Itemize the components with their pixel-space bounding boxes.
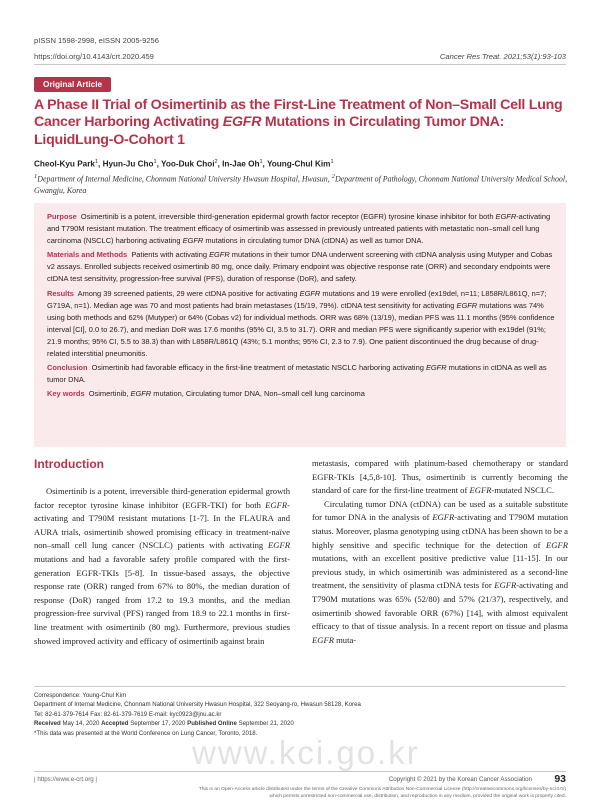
issn-line: pISSN 1598-2998, eISSN 2005-9256	[34, 36, 159, 45]
footnote-divider	[34, 686, 566, 687]
footer-divider	[34, 771, 566, 772]
body-column-right	[312, 457, 568, 647]
author: Cheol-Kyu Park	[34, 159, 95, 169]
abstract-methods: Materials and Methods Patients with activating EGFR mutations in their tumor DNA underwent screening with ctDNA analysis using Mutyper and Cobas v2 assays. Enrolled subjects received osimertinib 80 mg, once daily. Primary endpoint was objective response rate (ORR) and secondary endpoints were ctDNA test sensitivity, progression-free survival (PFS), duration of response (DoR), and safety.	[47, 250, 553, 284]
section-heading-introduction: Introduction	[34, 457, 104, 471]
doi-link[interactable]: https://doi.org/10.4143/crt.2020.459	[34, 52, 154, 61]
body-column-left	[34, 457, 290, 648]
page-number: 93	[554, 773, 566, 785]
abstract-keywords: Key words Osimertinib, EGFR mutation, Circulating tumor DNA, Non–small cell lung carcinoma	[47, 389, 365, 399]
author: Hyun-Ju Cho	[102, 159, 154, 169]
author-list: Cheol-Kyu Park$^1$, Hyun-Ju Cho$^1$, Yoo-Duk Choi$^2$, In-Jae Oh$^1$, Young-Chul Kim$^1$	[34, 159, 334, 169]
article-title: A Phase II Trial of Osimertinib as the First-Line Treatment of Non–Small Cell Lung Cancer Harboring Activating EGFR Mutations in Circulating Tumor DNA: LiquidLung-O-Cohort 1	[34, 97, 563, 148]
copyright-notice: Copyright © 2021 by the Korean Cancer Association	[388, 776, 532, 783]
author: In-Jae Oh	[222, 159, 260, 169]
abstract-results: Results Among 39 screened patients, 29 were ctDNA positive for activating EGFR mutations and 19 were enrolled (ex19del, n=11; L858R/L861Q, n=7; G719A, n=1). Median age was 70 and most patients had brain metastases (15/19, 79%). ctDNA test sensitivity for activating EGFR mutations was 74% using both methods and 62% (Mutyper) or 64% (Cobas v2) for individual methods. ORR was 68% (13/19), median PFS was 11.1 months (95% confidence interval [CI], 0.0 to 26.7), and median DoR was 17.6 months (95% CI, 3.5 to 31.7). ORR and median PFS were significantly superior with ex19del (91%; 21.9 months; 95% CI, 5.5 to 38.3) than with L858R/L861Q (43%; 5.1 months; 95% CI, 2.3 to 7.9). One patient discontinued the drug because of drug-related interstitial pneumonitis.	[47, 288, 555, 359]
correspondence-footnote: Correspondence: Young-Chul Kim Department of Internal Medicine, Chonnam National University Hwasun Hospital, 322 Seoyang-ro, Hwasun 58128, Korea Tel: 82-61-379-7614 Fax: 82-61-379-7619 E-mail: kyc0923@jnu.ac.kr Received May 14, 2020 Accepted September 17, 2020 Published Online September 21, 2020 *This data was presented at the World Conference on Lung Cancer, Toronto, 2018.	[34, 692, 361, 737]
article-type-badge: Original Article	[34, 77, 111, 92]
header-divider	[34, 64, 566, 65]
license-notice: This is an Open-Access article distributed under the terms of the Creative Commons Attribution Non-Commercial License (http://creativecommons.org/licenses/by-nc/4.0/) which permits unrestricted non-commercial use, distribution, and reproduction in any medium, provided the original work is properly cited.	[198, 787, 566, 800]
abstract-conclusion: Conclusion Osimertinib had favorable efficacy in the first-line treatment of metastatic NSCLC harboring activating EGFR mutations in ctDNA as well as tumor DNA.	[47, 363, 547, 385]
affiliations: $^1$Department of Internal Medicine, Chonnam National University Hwasun Hospital, Hwasun, $^2$Department of Pathology, Chonnam National University Medical School, Gwangju, Korea	[34, 173, 568, 195]
journal-website-link[interactable]: | https://www.e-crt.org |	[34, 776, 98, 783]
intro-paragraph-1: Osimertinib is a potent, irreversible third-generation epidermal growth factor receptor tyrosine kinase inhibitor (EGFR-TKI) for both EGFR-activating and T790M resistant mutations [1-7]. In the FLAURA and AURA trials, osimertinib showed promising efficacy in treatment-naïve non–small cell lung cancer (NSCLC) patients with activating EGFR mutations and had a favorable safety profile compared with the first-generation EGFR-TKIs [5-8]. In tissue-based assays, the objective response rate (ORR) ranged from 67% to 80%, the median duration of response (DoR) ranged from 17.2 to 19.3 months, and the median progression-free survival (PFS) ranged from 18.9 to 22.1 months in first-line treatment with osimertinib (80 mg). Furthermore, previous studies showed improved activity and efficacy of osimertinib against brain	[34, 486, 290, 646]
intro-paragraph-continued: metastasis, compared with platinum-based chemotherapy or standard EGFR-TKIs [4,5,8-10]. Thus, osimertinib is currently becoming the standard of care for the first-line treatment of EGFR-mutated NSCLC.	[312, 458, 568, 496]
author: Yoo-Duk Choi	[161, 159, 215, 169]
intro-paragraph-2: Circulating tumor DNA (ctDNA) can be used as a suitable substitute for tumor DNA in the analysis of EGFR-activating and T790M mutation status. Moreover, plasma genotyping using ctDNA has been shown to be a highly sensitive and specific technique for the detection of EGFR mutations, with an excellent positive predictive value [11-15]. In our previous study, in which osimertinib was administered as a second-line treatment, the sensitivity of plasma ctDNA tests for EGFR-activating and T790M mutations was 65% (52/80) and 57% (21/37), respectively, and osimertinib showed favorable ORR (67%) [14], with almost equivalent efficacy to that of tissue analysis. In a recent report on tissue and plasma EGFR muta-	[312, 498, 569, 645]
abstract-purpose: Purpose Osimertinib is a potent, irreversible third-generation epidermal growth factor receptor (EGFR) tyrosine kinase inhibitor for both EGFR-activating and T790M resistant mutation. The treatment efficacy of osimertinib was assessed in previously untreated patients with metastatic non–small cell lung carcinoma (NSCLC) harboring activating EGFR mutations in circulating tumor DNA (ctDNA) as well as tumor DNA.	[47, 212, 551, 246]
watermark: www.kci.go.kr	[192, 734, 420, 771]
abstract-box	[34, 203, 566, 447]
journal-reference: Cancer Res Treat. 2021;53(1):93-103	[439, 52, 566, 61]
author: Young-Chul Kim	[266, 159, 331, 169]
